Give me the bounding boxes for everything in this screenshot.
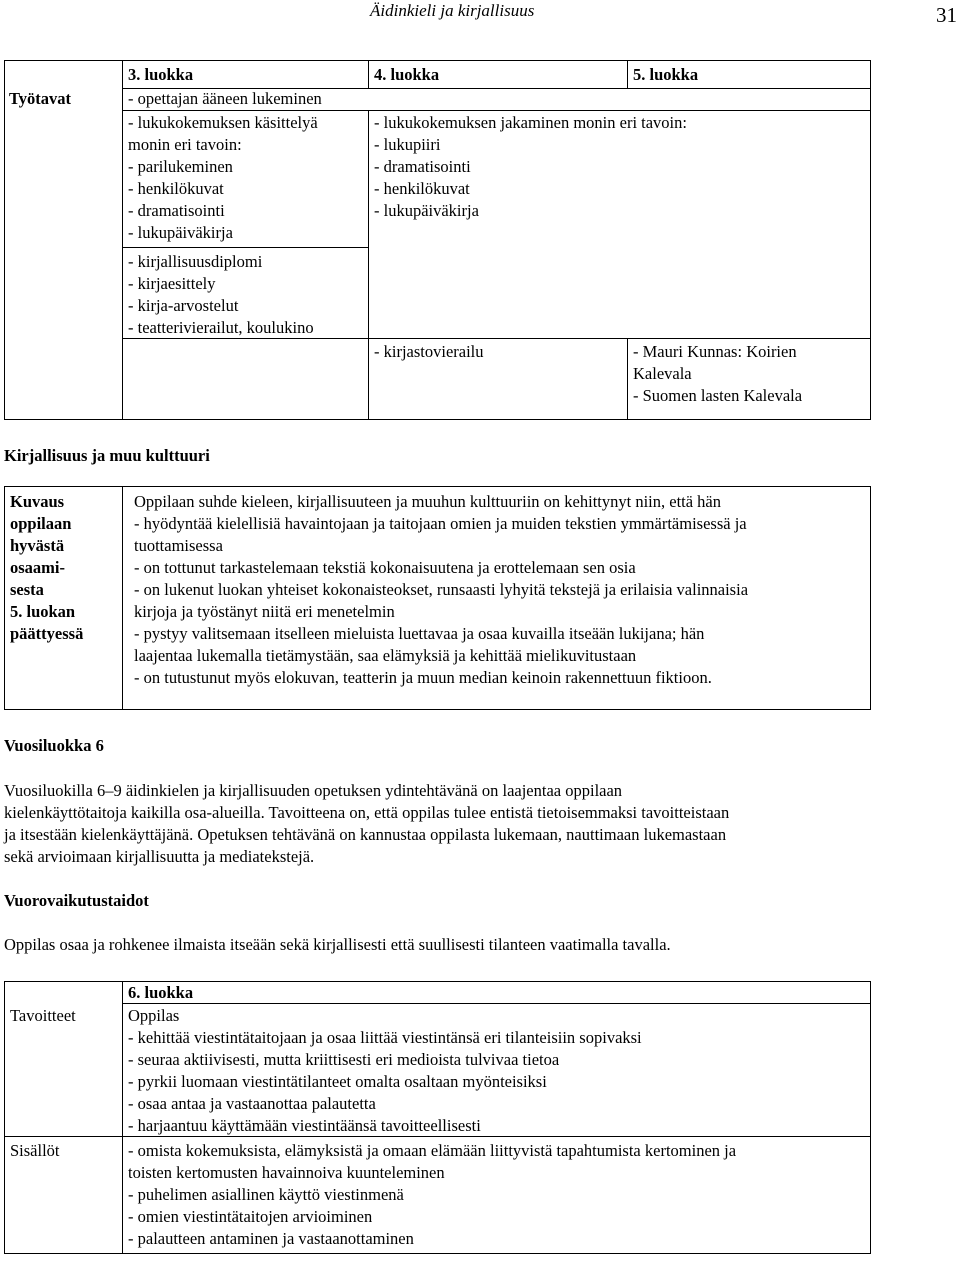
content-line: - pystyy valitsemaan itselleen mieluista luettavaa ja osaa kuvailla itseään lukijana; hän xyxy=(134,624,705,643)
list-item: - teatterivierailut, koulukino xyxy=(128,318,314,337)
list-item: - Suomen lasten Kalevala xyxy=(633,386,803,405)
list-item: - pyrkii luomaan viestintätilanteet omalta osaltaan myönteisiksi xyxy=(128,1072,547,1091)
label-line: 5. luokan xyxy=(10,602,76,621)
list-item: - lukupiiri xyxy=(374,135,441,154)
vuosiluokka-paragraph xyxy=(4,780,872,868)
list-item: - kirjastovierailu xyxy=(374,342,484,361)
col-header-grade6: 6. luokka xyxy=(128,983,194,1002)
list-item: monin eri tavoin: xyxy=(128,135,242,154)
list-item: Oppilas xyxy=(128,1006,180,1025)
content-line: - on tottunut tarkastelemaan tekstiä kokonaisuutena ja erottelemaan sen osia xyxy=(134,558,636,577)
grade45-methods-list xyxy=(374,112,687,222)
sisallot-list xyxy=(128,1140,736,1250)
list-item: Kalevala xyxy=(633,364,692,383)
label-line: päättyessä xyxy=(10,624,84,643)
list-item: - kirja-arvostelut xyxy=(128,296,239,315)
list-item: - lukukokemuksen käsittelyä xyxy=(128,113,318,132)
content-line: kirjoja ja työstänyt niitä eri menetelmin xyxy=(134,602,395,621)
content-line: tuottamisessa xyxy=(134,536,223,555)
paragraph-line: sekä arvioimaan kirjallisuutta ja mediatekstejä. xyxy=(4,847,315,866)
grade5-books xyxy=(633,341,802,407)
assessment-content xyxy=(134,491,748,689)
list-item: - Mauri Kunnas: Koirien xyxy=(633,342,797,361)
label-line: hyvästä xyxy=(10,536,65,555)
paragraph-line: ja itsestään kielenkäyttäjänä. Opetuksen tehtävänä on kannustaa oppilasta lukemaan, nauttimaan lukemastaan xyxy=(4,825,727,844)
section-heading-kirjallisuus: Kirjallisuus ja muu kulttuuri xyxy=(4,446,210,465)
grade3-activities-list xyxy=(128,251,314,339)
paragraph-line: Vuosiluokilla 6–9 äidinkielen ja kirjallisuuden opetuksen ydintehtävänä on laajentaa oppilaan xyxy=(4,781,623,800)
label-line: oppilaan xyxy=(10,514,72,533)
list-item: - puhelimen asiallinen käyttö viestinmenä xyxy=(128,1185,404,1204)
list-item: - henkilökuvat xyxy=(128,179,224,198)
page-header-title: Äidinkieli ja kirjallisuus xyxy=(370,1,535,20)
list-item: - lukukokemuksen jakaminen monin eri tavoin: xyxy=(374,113,687,132)
content-line: laajentaa lukemalla tietämystään, saa elämyksiä ja kehittää mielikuvitustaan xyxy=(134,646,637,665)
list-item: - harjaantuu käyttämään viestintäänsä tavoitteellisesti xyxy=(128,1116,481,1135)
list-item: - lukupäiväkirja xyxy=(374,201,479,220)
list-item: - kirjallisuusdiplomi xyxy=(128,252,263,271)
paragraph-line: kielenkäyttötaitoja kaikilla osa-alueilla. Tavoitteena on, että oppilas tulee entistä tietoisemmaksi tavoitteistaan xyxy=(4,803,730,822)
list-item: - kehittää viestintätaitojaan ja osaa liittää viestintänsä eri tilanteisiin sopivaksi xyxy=(128,1028,642,1047)
label-line: sesta xyxy=(10,580,44,599)
list-item: - omien viestintätaitojen arvioiminen xyxy=(128,1207,373,1226)
label-line: Kuvaus xyxy=(10,492,65,511)
list-item: toisten kertomusten havainnoiva kuunteleminen xyxy=(128,1163,445,1182)
list-item: - dramatisointi xyxy=(374,157,471,176)
row-label-sisallot: Sisällöt xyxy=(10,1141,60,1160)
list-item: - dramatisointi xyxy=(128,201,225,220)
row-label-tavoitteet: Tavoitteet xyxy=(10,1006,76,1025)
list-item: - kirjaesittely xyxy=(128,274,216,293)
list-item: - henkilökuvat xyxy=(374,179,470,198)
grade4-visit xyxy=(374,341,484,363)
content-line: - on lukenut luokan yhteiset kokonaisteokset, runsaasti lyhyitä tekstejä ja erilaisia valinnaisia xyxy=(134,580,749,599)
assessment-label xyxy=(10,491,83,645)
label-line: osaami- xyxy=(10,558,65,577)
grade3-methods-list xyxy=(128,112,318,244)
content-line: - hyödyntää kielellisiä havaintojaan ja taitojaan omien ja muiden tekstien ymmärtämisessä ja xyxy=(134,514,747,533)
col-header-grade4: 4. luokka xyxy=(374,65,440,84)
list-item: - osaa antaa ja vastaanottaa palautetta xyxy=(128,1094,376,1113)
content-line: - on tutustunut myös elokuvan, teatterin ja muun median keinoin rakennettuun fiktioon. xyxy=(134,668,712,687)
section-heading-vuosiluokka: Vuosiluokka 6 xyxy=(4,736,104,755)
list-item: - seuraa aktiivisesti, mutta kriittisesti eri medioista tulvivaa tietoa xyxy=(128,1050,560,1069)
list-item: - palautteen antaminen ja vastaanottaminen xyxy=(128,1229,414,1248)
vuorovaikutus-paragraph: Oppilas osaa ja rohkenee ilmaista itseään sekä kirjallisesti että suullisesti tilanteen vaatimalla tavalla. xyxy=(4,935,671,954)
tavoitteet-list xyxy=(128,1005,642,1137)
row-label-tyotavat: Työtavat xyxy=(9,89,72,108)
col-header-grade3: 3. luokka xyxy=(128,65,194,84)
common-row-text: - opettajan ääneen lukeminen xyxy=(128,89,322,108)
page-number: 31 xyxy=(936,3,957,27)
section-heading-vuorovaikutus: Vuorovaikutustaidot xyxy=(4,891,149,910)
list-item: - omista kokemuksista, elämyksistä ja omaan elämään liittyvistä tapahtumista kertominen ja xyxy=(128,1141,737,1160)
list-item: - lukupäiväkirja xyxy=(128,223,233,242)
list-item: - parilukeminen xyxy=(128,157,233,176)
content-line: Oppilaan suhde kieleen, kirjallisuuteen ja muuhun kulttuuriin on kehittynyt niin, että hän xyxy=(134,492,722,511)
col-header-grade5: 5. luokka xyxy=(633,65,699,84)
